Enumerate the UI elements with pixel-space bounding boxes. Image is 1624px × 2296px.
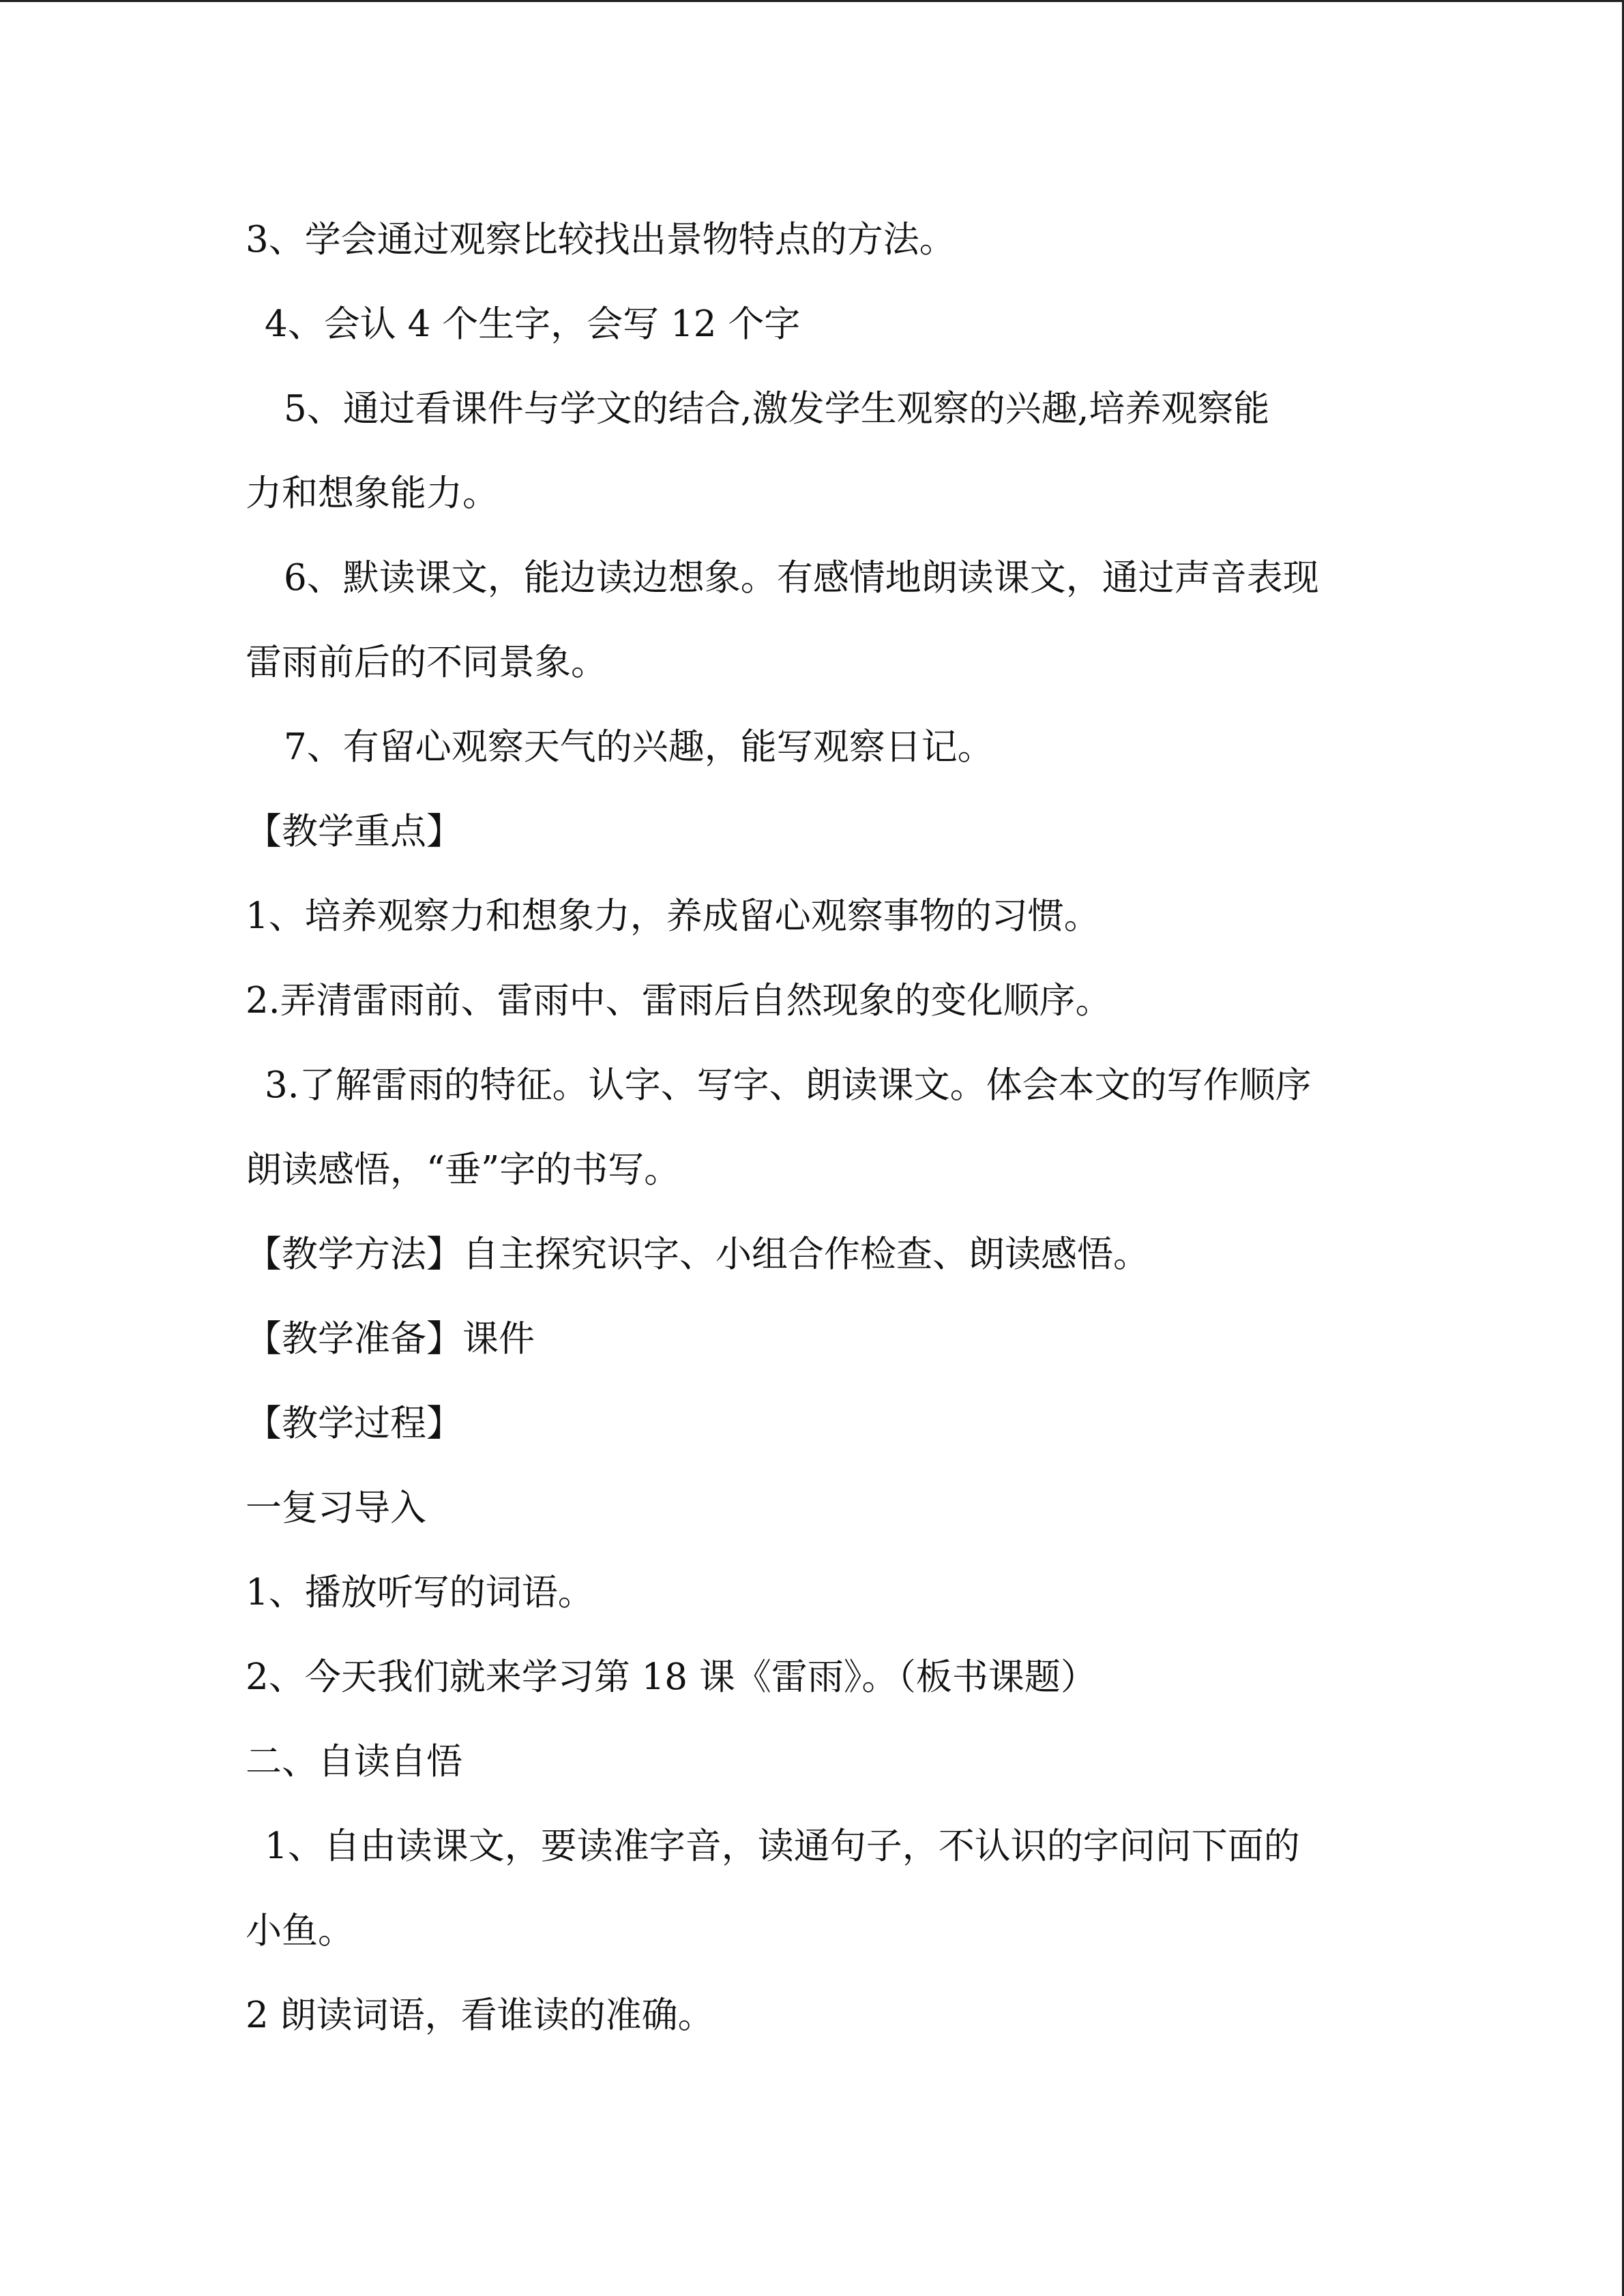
heading-teaching-focus: 【教学重点】 [246,811,462,852]
objective-4: 4、会认 4 个生字，会写 12 个字 [265,303,801,345]
document-body [246,0,1391,2296]
self-reading-step-2: 2 朗读词语，看谁读的准确。 [246,1995,714,2036]
objective-5: 5、通过看课件与学文的结合,激发学生观察的兴趣,培养观察能 [284,388,1270,430]
focus-2: 2.弄清雷雨前、雷雨中、雷雨后自然现象的变化顺序。 [246,980,1112,1022]
focus-1: 1、培养观察力和想象力，养成留心观察事物的习惯。 [246,895,1100,937]
objective-6: 6、默读课文，能边读边想象。有感情地朗读课文，通过声音表现 [284,557,1319,599]
review-step-1: 1、播放听写的词语。 [246,1572,594,1613]
self-reading-step-1: 1、自由读课文，要读准字音，读通句子，不认识的字问问下面的 [265,1825,1300,1867]
focus-3: 3.了解雷雨的特征。认字、写字、朗读课文。体会本文的写作顺序 [265,1064,1312,1106]
objective-5-continued: 力和想象能力。 [246,473,499,514]
objective-7: 7、有留心观察天气的兴趣，能写观察日记。 [284,726,994,768]
section-self-reading: 二、自读自悟 [246,1741,462,1783]
review-step-2: 2、今天我们就来学习第 18 课《雷雨》。（板书课题） [246,1656,1097,1698]
focus-3-continued: 朗读感悟，“垂”字的书写。 [246,1149,681,1191]
objective-6-continued: 雷雨前后的不同景象。 [246,642,607,683]
section-review-intro: 一复习导入 [246,1487,426,1529]
heading-teaching-preparation: 【教学准备】课件 [246,1318,535,1360]
heading-teaching-method: 【教学方法】自主探究识字、小组合作检查、朗读感悟。 [246,1234,1149,1275]
heading-teaching-process: 【教学过程】 [246,1403,462,1444]
self-reading-step-1-continued: 小鱼。 [246,1910,354,1952]
objective-3: 3、学会通过观察比较找出景物特点的方法。 [246,219,956,260]
